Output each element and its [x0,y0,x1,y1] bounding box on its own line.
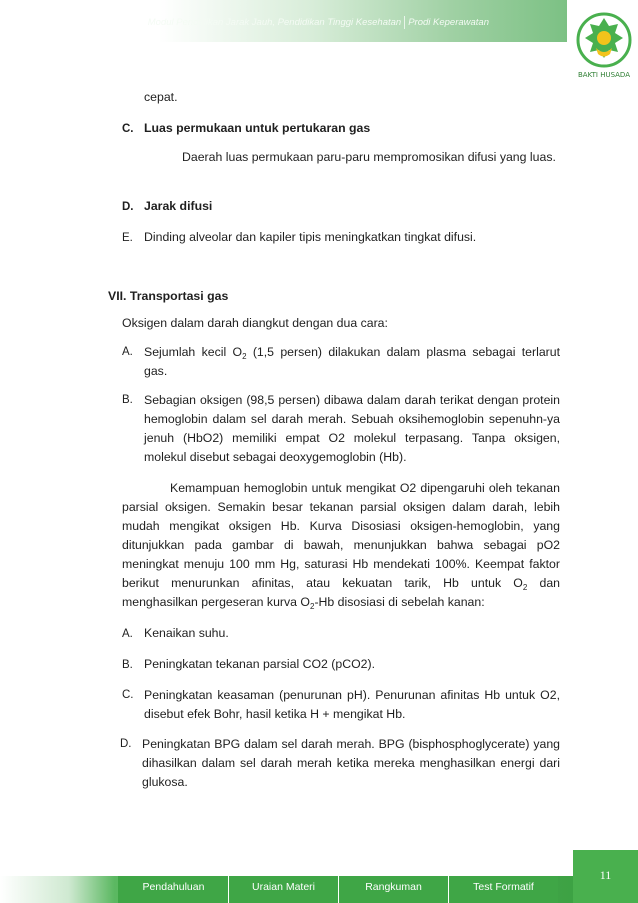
main-paragraph [122,479,560,612]
logo-text: BAKTI HUSADA [577,71,631,79]
item-c-title: Luas permukaan untuk pertukaran gas [144,121,371,135]
list1-a-pre: Sejumlah kecil O [144,345,243,359]
list2-item-c [122,686,560,724]
item-c-marker: C. [122,123,134,135]
list2-a-marker: A. [122,628,133,640]
nav-uraian-materi[interactable]: Uraian Materi [228,876,338,903]
list2-d-text: Peningkatan BPG dalam sel darah merah. BPG (bisphosphoglycerate) yang dihasilkan dalam sel darah merah ketika mereka menghasilkan energi dari glukosa. [142,737,560,789]
program-name: Prodi Keperawatan [408,17,489,29]
paragraph-sub-2: 2 [309,602,315,611]
list2-item-a [122,624,229,644]
list2-c-marker: C. [122,689,134,701]
line-cepat: cepat. [144,90,178,104]
list2-b-marker: B. [122,659,133,671]
list2-a-text: Kenaikan suhu. [144,626,229,640]
list1-a-post: (1,5 persen) dilakukan dalam plasma sebagai terlarut gas. [144,345,561,378]
section-intro: Oksigen dalam darah diangkut dengan dua cara: [122,316,388,330]
bakti-husada-logo [572,4,636,80]
item-e-text: Dinding alveolar dan kapiler tipis meningkatkan tingkat difusi. [144,230,477,244]
header-bar [0,0,567,42]
item-d-heading [122,197,212,217]
list2-item-d [120,735,560,792]
item-e-marker: E. [122,232,133,244]
item-d-title: Jarak difusi [144,199,213,213]
paragraph-sub-1: 2 [522,583,528,592]
list2-d-marker: D. [120,738,132,750]
list2-item-b [122,655,375,675]
paragraph-part-1: Kemampuan hemoglobin untuk mengikat O2 dipengaruhi oleh tekanan parsial oksigen. Semakin besar tekanan parsial oksigen dalam darah, lebih mudah mengikat oksigen Hb. Kurva Disosiasi oksigen-hemoglobin, yang ditunjukkan pada gambar di bawah, menunjukkan bahwa sebagai pO2 meningkat menuju 100 mm Hg, saturasi Hb mendekati 100%. Keempat faktor berikut menurunkan afinitas, atau kekuatan tarik, Hb untuk O [122,481,560,590]
header-text [148,16,489,29]
header-divider [404,16,405,29]
list2-c-text: Peningkatan keasaman (penurunan pH). Penurunan afinitas Hb untuk O2, disebut efek Bohr, hasil ketika H + mengikat Hb. [144,688,560,721]
paragraph-part-2: dan menghasilkan pergeseran kurva O [122,576,560,609]
module-title: Modul Pendidikan Jarak Jauh, Pendidikan Tinggi Kesehatan [147,17,402,29]
page-number: 11 [599,868,612,882]
logo-center-icon [597,31,611,45]
list1-b-text: Sebagian oksigen (98,5 persen) dibawa dalam darah terikat dengan protein hemoglobin dalam sel darah merah. Sebuah oksihemoglobin sepenuhn-ya jenuh (HbO2) memiliki empat O2 molekul terpasang. Tanpa oksigen, molekul disebut sebagai deoxygemoglobin (Hb). [144,393,560,464]
item-e [122,228,476,248]
paragraph-part-3: -Hb disosiasi di sebelah kanan: [314,595,485,609]
list1-item-a [122,343,560,381]
item-c-text: Daerah luas permukaan paru-paru mempromosikan difusi yang luas. [182,150,556,164]
nav-test-formatif[interactable]: Test Formatif [448,876,558,903]
list2-b-text: Peningkatan tekanan parsial CO2 (pCO2). [144,657,376,671]
nav-rangkuman[interactable]: Rangkuman [338,876,448,903]
footer-nav [118,876,558,903]
list1-a-sub: 2 [242,352,247,361]
item-c-heading [122,119,370,139]
nav-pendahuluan[interactable]: Pendahuluan [118,876,228,903]
list1-a-marker: A. [122,346,133,358]
list1-item-b [122,391,560,467]
list1-b-marker: B. [122,394,133,406]
section-heading: VII. Transportasi gas [108,289,229,303]
item-d-marker: D. [122,201,134,213]
page-number-box [573,850,638,903]
list1-a-text [144,343,560,381]
